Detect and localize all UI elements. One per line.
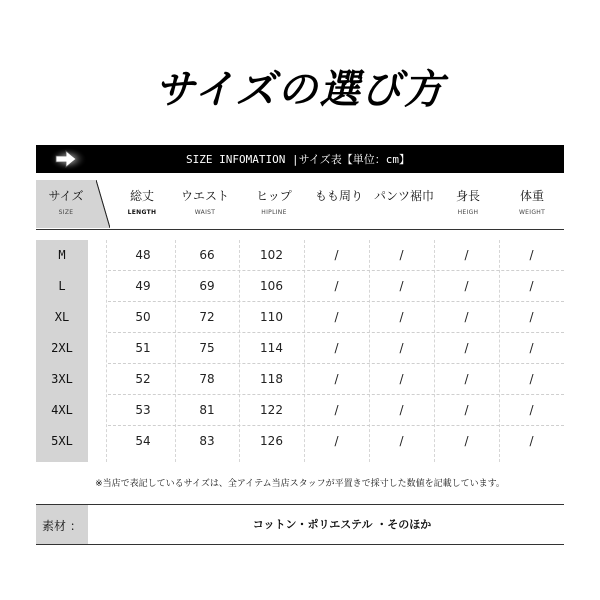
- weight-cell: /: [529, 372, 534, 386]
- waist-cell: 69: [199, 279, 215, 293]
- weight-cell: /: [529, 403, 534, 417]
- table-row: [36, 302, 564, 333]
- header-divider: [96, 180, 110, 228]
- thigh-cell: /: [334, 372, 339, 386]
- hem-cell: /: [399, 403, 404, 417]
- weight-cell: /: [529, 434, 534, 448]
- size-cell: L: [58, 279, 66, 293]
- size-cell: XL: [54, 310, 70, 324]
- size-cell: 2XL: [51, 341, 73, 355]
- header-hem-jp: パンツ裾巾: [373, 189, 434, 203]
- arrow-right-icon: [48, 146, 88, 172]
- hem-cell: /: [399, 434, 404, 448]
- hip-cell: 106: [260, 279, 283, 293]
- material-value: コットン・ポリエステル ・そのほか: [252, 518, 432, 531]
- weight-cell: /: [529, 279, 534, 293]
- banner-text: SIZE INFOMATION |サイズ表【単位：cm】: [186, 153, 410, 166]
- measurement-note: ※当店で表記しているサイズは、全アイテム当店スタッフが平置きで採寸した数値を記載しています。: [95, 479, 505, 489]
- size-info-banner: [36, 145, 564, 173]
- hem-cell: /: [399, 310, 404, 324]
- waist-cell: 81: [199, 403, 215, 417]
- height-cell: /: [464, 403, 469, 417]
- weight-cell: /: [529, 310, 534, 324]
- height-cell: /: [464, 248, 469, 262]
- hip-cell: 118: [260, 372, 283, 386]
- height-cell: /: [464, 341, 469, 355]
- size-cell: 5XL: [51, 434, 73, 448]
- length-cell: 50: [135, 310, 151, 324]
- table-header: [36, 180, 564, 228]
- length-cell: 52: [135, 372, 151, 386]
- hem-cell: /: [399, 248, 404, 262]
- header-height-jp: 身長: [455, 189, 480, 203]
- hip-cell: 126: [260, 434, 283, 448]
- size-cell: M: [58, 248, 66, 262]
- height-cell: /: [464, 372, 469, 386]
- material-top-line: [36, 504, 564, 505]
- table-row: [36, 271, 564, 302]
- waist-cell: 72: [199, 310, 215, 324]
- size-cell: 3XL: [51, 372, 73, 386]
- thigh-cell: /: [334, 403, 339, 417]
- header-length-en: LENGTH: [127, 209, 157, 216]
- waist-cell: 83: [199, 434, 215, 448]
- thigh-cell: /: [334, 279, 339, 293]
- waist-cell: 78: [199, 372, 215, 386]
- length-cell: 48: [135, 248, 151, 262]
- length-cell: 51: [135, 341, 151, 355]
- table-row: [36, 426, 564, 457]
- table-row: [36, 395, 564, 426]
- hip-cell: 114: [260, 341, 283, 355]
- hip-cell: 102: [260, 248, 283, 262]
- table-row: [36, 333, 564, 364]
- length-cell: 53: [135, 403, 151, 417]
- height-cell: /: [464, 279, 469, 293]
- hem-cell: /: [399, 279, 404, 293]
- material-bottom-line: [36, 544, 564, 545]
- weight-cell: /: [529, 248, 534, 262]
- table-row: [36, 364, 564, 395]
- header-hip-jp: ヒップ: [256, 189, 292, 203]
- weight-cell: /: [529, 341, 534, 355]
- waist-cell: 75: [199, 341, 215, 355]
- thigh-cell: /: [334, 248, 339, 262]
- header-weight-en: WEIGHT: [518, 209, 546, 216]
- hem-cell: /: [399, 341, 404, 355]
- page-title: サイズの選び方: [154, 67, 446, 113]
- waist-cell: 66: [199, 248, 215, 262]
- header-weight-jp: 体重: [519, 189, 544, 203]
- header-length-jp: 総丈: [129, 189, 154, 203]
- material-label: 素材 ：: [42, 519, 82, 533]
- hip-cell: 110: [260, 310, 283, 324]
- header-size-en: SIZE: [58, 209, 74, 216]
- hip-cell: 122: [260, 403, 283, 417]
- length-cell: 54: [135, 434, 151, 448]
- thigh-cell: /: [334, 341, 339, 355]
- header-waist-jp: ウエスト: [180, 189, 229, 203]
- thigh-cell: /: [334, 434, 339, 448]
- length-cell: 49: [135, 279, 151, 293]
- header-divider-line: [36, 229, 564, 230]
- height-cell: /: [464, 310, 469, 324]
- header-size-jp: サイズ: [48, 189, 84, 203]
- header-waist-en: WAIST: [194, 209, 216, 216]
- header-height-en: HEIGH: [457, 209, 479, 216]
- size-cell: 4XL: [51, 403, 73, 417]
- hem-cell: /: [399, 372, 404, 386]
- height-cell: /: [464, 434, 469, 448]
- header-thigh-jp: もも周り: [314, 189, 363, 203]
- table-row: [36, 240, 564, 271]
- header-hip-en: HIPLINE: [261, 209, 287, 216]
- thigh-cell: /: [334, 310, 339, 324]
